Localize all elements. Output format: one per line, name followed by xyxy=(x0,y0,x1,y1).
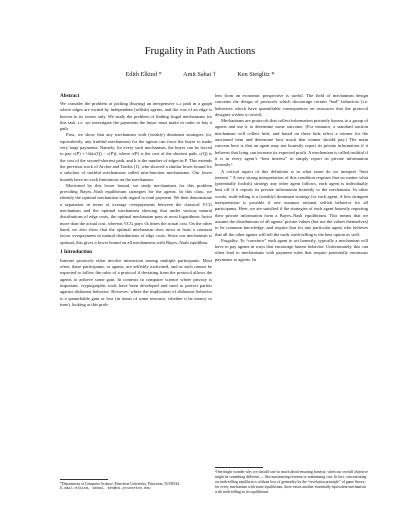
abstract-paragraph: Motivated by this lower bound, we study mechanisms for this problem providing Bayes–Nash equilibrium strategies for the agents. In this class, we identify the optimal mechanism with regard to total payment. We then demonstrate a separation in terms of average overpayments between the classical VCG mechanism and the optimal mechanism showing that under various natural distributions of edge costs, the optimal mechanism pays at most logarithmic factor more than the actual cost, whereas VCG pays √k times the actual cost. On the other hand, we also show that the optimal mechanism does incur at least a constant factor overpayment in natural distributions of edge costs. Since our mechanism is optimal, this gives a lower bound on all mechanisms with Bayes–Nash equilibria. xyxy=(60,182,212,245)
paper-title: Frugality in Path Auctions xyxy=(144,46,256,57)
footnote-text: ¹One might wonder why we should care so much about ensuring honesty, when our overall objective might be something different — like maximizing revenue or minimizing cost. In fact, concentrating on truth-telling equilibria is without loss of generality by the “revelation principle” of game theory: for every mechanism with some equilibrium, there exists another essentially equivalent mechanism with truth-telling as its equilibrium. xyxy=(215,470,368,494)
abstract-paragraph: First, we show that any mechanism with (weakly) dominant strategies (or, equivalently, any truthful mechanism) for the agents can force the buyer to make very large payments. Namely, for every such mechanism, the buyer can be forced to pay c(P) + ½k(c(Q) − c(P)), where c(P) is the cost of the shortest path, c(Q) is the cost of the second-shortest path, and k is the number of edges in P. This extends the previous work of Archer and Tardos [1], who showed a similar lower bound for a subclass of truthful mechanisms called min-function mechanisms. Our lower bounds have no such limitations on the mechanism. xyxy=(60,132,212,182)
abstract-paragraph: We consider the problem of picking (buying) an inexpensive s–t path in a graph where edges are owned by independent (selfish) agents, and the cost of an edge is known to its owner only. We study the problem of finding frugal mechanisms for this task, i.e. we investigate the payments the buyer must make in order to buy a path. xyxy=(60,101,212,132)
footnote-rule xyxy=(215,467,263,468)
author-name: Edith Elkind * xyxy=(125,71,162,78)
author-name: Ken Steiglitz * xyxy=(237,71,275,78)
body-paragraph: lem from an economic perspective is useful. The field of mechanism design concerns the design of protocols which discourage certain “bad” behaviors (i.e. behaviors which have quantifiable consequences on resources that the protocol designer wishes to avoid). xyxy=(215,93,368,117)
body-paragraph: Mechanisms are protocols that collect information privately known to a group of agents and use it to determine some outcome. (For instance, a standard auction mechanism will collect bids, and based on these bids select a winner for the auctioned item and determine how much that winner should pay.) The main concern here is that an agent may not honestly report its private information if it believes that lying can increase its expected profit. A mechanism is called truthful if it is in every agent’s “best interest” to simply report its private information honestly.¹ xyxy=(215,118,368,168)
abstract-heading: Abstract xyxy=(60,93,80,99)
footnote-rule xyxy=(60,479,108,480)
body-paragraph: Internet protocols often involve interaction among multiple participants. Most often, these participants, or agents, are selfishly motivated, and as such cannot be expected to follow the rules of a protocol if deviating from the protocol allows the agents to achieve some gain. In contexts in computer science where privacy is important, cryptographic tools have been developed and used to protect parties against dishonest behavior. However, where the implication of dishonest behavior is a quantifiable gain or loss (in terms of some resource, whether it be money or time), looking at this prob- xyxy=(60,257,212,307)
footnote-right xyxy=(215,467,368,495)
right-column xyxy=(215,93,368,263)
abstract-section xyxy=(60,93,212,246)
author-name: Amit Sahai † xyxy=(183,71,216,78)
footnote-text: *Department of Computer Science, Princeton University, Princeton, NJ 08544. xyxy=(60,482,180,486)
author-list xyxy=(0,70,400,79)
left-column xyxy=(60,93,212,308)
body-paragraph: A critical aspect of this definition is in what sense do we interpret “best interest.” A very strong interpretation of this condition requires that no matter what (potentially foolish) strategy any other agent follows, each agent is individually best off if it reports its private information honestly to the mechanism. In other words, truth-telling is a (weakly) dominant strategy for each agent. A less stringent interpretation is possible if one assumes rational selfish behavior for all participants. Here, we are satisfied if the strategies of each agent honestly reporting their private information form a Bayes–Nash equilibrium. This means that we assume the distributions of all agents’ private values (but not the values themselves) to be common knowledge, and require that for any particular agent who believes that all the other agents will tell the truth, truth-telling is the best option as well. xyxy=(215,168,368,237)
section-heading-introduction: 1 Introduction xyxy=(60,248,93,255)
body-paragraph: Frugality. To “convince” each agent to act honestly, typically a mechanism will have to pay agents in ways that encourage honest behavior. Unfortunately, this can often lead to mechanisms with payment rules that require potentially enormous payments to agents. In xyxy=(215,237,368,262)
footnote-email: E-mail:elkind, sahai, ken@cs.princeton.edu xyxy=(60,487,151,491)
footnote-affiliation xyxy=(60,479,212,492)
